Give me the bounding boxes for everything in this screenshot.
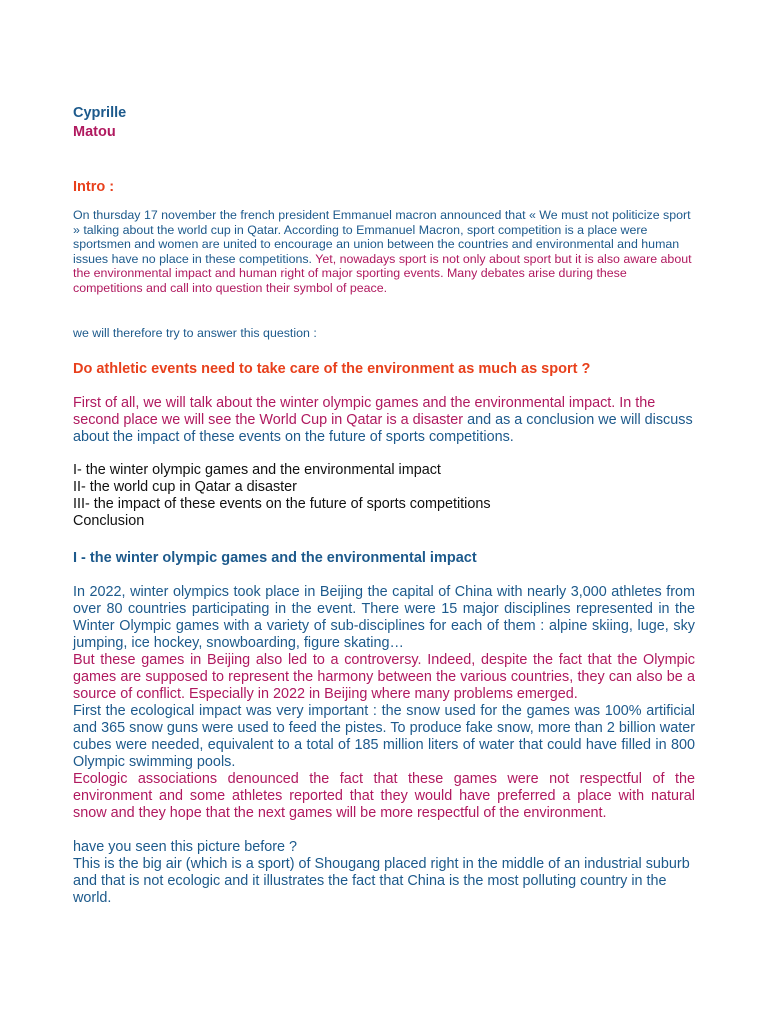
section1-paragraph-4: Ecologic associations denounced the fact that these games were not respectful of the environment and some athletes reported that they would have preferred a place with natural snow and they hope that the next games will be more respectful of the environment. xyxy=(73,771,695,821)
outline-item: III- the impact of these events on the future of sports competitions xyxy=(73,496,491,512)
section1-paragraph-5: have you seen this picture before ? xyxy=(73,839,297,855)
author-first-name: Cyprille xyxy=(73,105,127,121)
intro-paragraph xyxy=(73,208,695,296)
author-last-name: Matou xyxy=(73,124,116,140)
outline-item: Conclusion xyxy=(73,513,145,529)
section1-paragraph-6: This is the big air (which is a sport) of Shougang placed right in the middle of an industrial suburb and that is not ecologic and it illustrates the fact that China is the most polluting country in the world. xyxy=(73,856,690,906)
outline-item: I- the winter olympic games and the environmental impact xyxy=(73,462,441,478)
plan-text-blue: and as a conclusion we will discuss about the impact of these events on the future of sports competitions. xyxy=(73,412,693,445)
problem-question: Do athletic events need to take care of the environment as much as sport ? xyxy=(73,361,591,377)
outline-list xyxy=(73,462,695,530)
plan-paragraph xyxy=(73,395,695,446)
intro-paragraph-blue: On thursday 17 november the french president Emmanuel macron announced that « We must not politicize sport » talking about the world cup in Qatar. According to Emmanuel Macron, sport competition is a place were sportsmen and women are united to encourage an union between the countries and environmental and human issues have no place in these competitions. xyxy=(73,208,691,266)
section1-body xyxy=(73,584,695,907)
intro-transition: we will therefore try to answer this question : xyxy=(73,326,317,340)
section1-paragraph-1: In 2022, winter olympics took place in Beijing the capital of China with nearly 3,000 athletes from over 80 countries participating in the event. There were 15 major disciplines represented in the Winter Olympic games with a variety of sub-disciplines for each of them : alpine skiing, luge, sky jumping, ice hockey, snowboarding, figure skating… xyxy=(73,584,695,651)
section1-heading: I - the winter olympic games and the environmental impact xyxy=(73,550,477,566)
intro-paragraph-magenta: Yet, nowadays sport is not only about sport but it is also aware about the environmental impact and human right of major sporting events. Many debates arise during these competitions and call into question their symbol of peace. xyxy=(73,251,692,295)
intro-heading: Intro : xyxy=(73,179,115,195)
plan-text-magenta: First of all, we will talk about the winter olympic games and the environmental impact. In the second place we will see the World Cup in Qatar is a disaster xyxy=(73,395,656,428)
paragraph-spacer xyxy=(73,822,695,839)
section1-paragraph-2: But these games in Beijing also led to a controversy. Indeed, despite the fact that the Olympic games are supposed to represent the harmony between the various countries, they can also be a source of conflict. Especially in 2022 in Beijing where many problems emerged. xyxy=(73,652,695,702)
section1-paragraph-3: First the ecological impact was very important : the snow used for the games was 100% artificial and 365 snow guns were used to feed the pistes. To produce fake snow, more than 2 billion water cubes were needed, equivalent to a total of 185 million liters of water that could have filled in 800 Olympic swimming pools. xyxy=(73,703,695,770)
outline-item: II- the world cup in Qatar a disaster xyxy=(73,479,297,495)
